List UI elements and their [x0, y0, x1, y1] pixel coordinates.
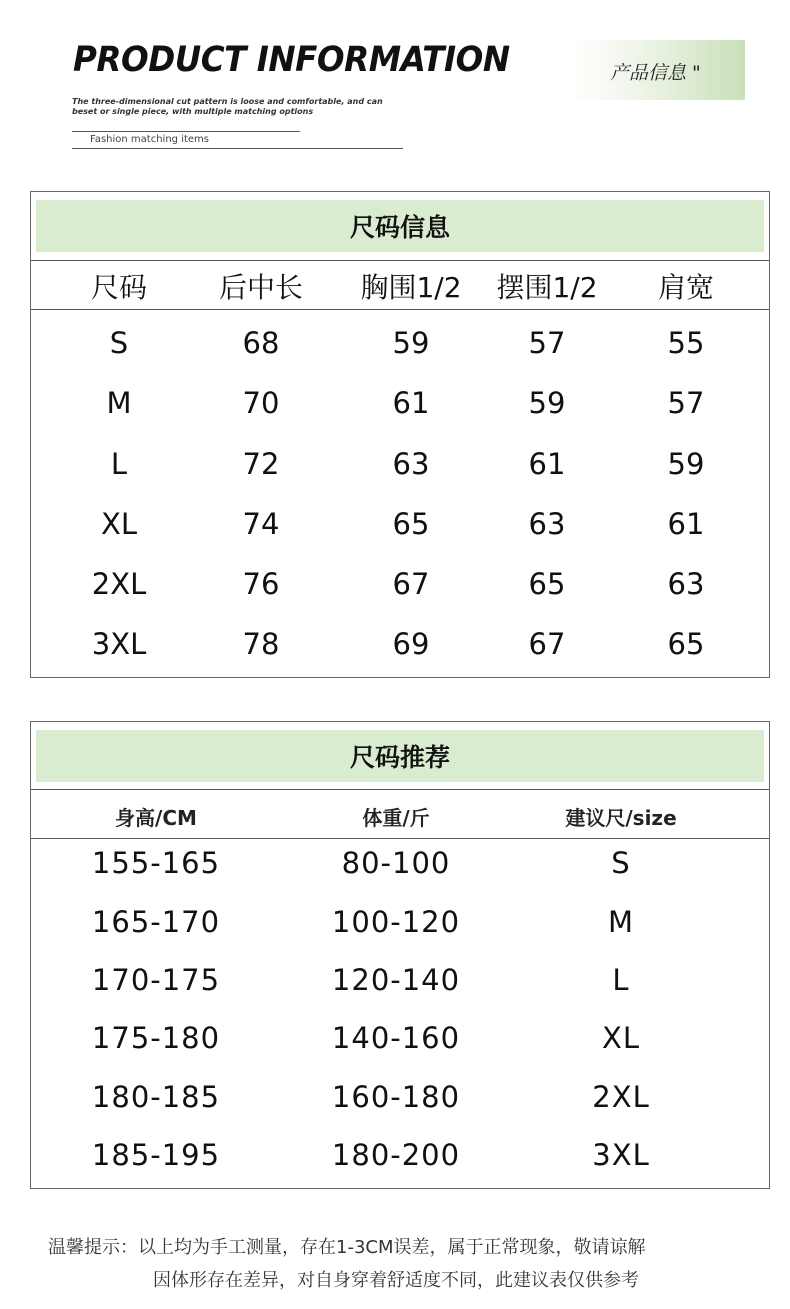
size-rec-cell: 180-200: [331, 1138, 461, 1172]
size-info-cell: 59: [392, 326, 430, 360]
size-rec-header: 体重/斤: [362, 806, 430, 830]
size-info-cell: 63: [667, 567, 705, 601]
size-rec-header: 身高/CM: [115, 806, 197, 830]
size-rec-cell: S: [611, 846, 631, 880]
divider: [72, 131, 300, 132]
size-info-cell: 59: [528, 386, 566, 420]
note-line-2: 因体形存在差异，对自身穿着舒适度不同，此建议表仅供参考: [153, 1270, 639, 1291]
size-info-cell: 67: [392, 567, 430, 601]
size-info-cell: 57: [528, 326, 566, 360]
size-info-cell: 61: [392, 386, 430, 420]
size-info-cell: 70: [242, 386, 280, 420]
badge-label: 产品信息 ": [610, 62, 701, 84]
size-info-cell: 65: [528, 567, 566, 601]
size-rec-cell: 3XL: [592, 1138, 650, 1172]
size-rec-cell: XL: [601, 1021, 641, 1055]
size-info-cell: 74: [242, 507, 280, 541]
header-subtitle: The three-dimensional cut pattern is loose and comfortable, and can beset or single piece, with multiple matching options: [72, 97, 383, 116]
size-rec-cell: 175-180: [91, 1021, 221, 1055]
size-info-cell: S: [109, 326, 129, 360]
size-info-cell: 61: [528, 447, 566, 481]
size-rec-cell: 100-120: [331, 905, 461, 939]
size-info-cell: 78: [242, 627, 280, 661]
size-info-header: 肩宽: [657, 271, 715, 304]
size-info-cell: 72: [242, 447, 280, 481]
divider: [31, 260, 769, 261]
size-info-cell: 57: [667, 386, 705, 420]
size-rec-cell: 160-180: [331, 1080, 461, 1114]
size-info-cell: 76: [242, 567, 280, 601]
size-rec-cell: 2XL: [592, 1080, 650, 1114]
size-info-cell: 59: [667, 447, 705, 481]
size-info-cell: 67: [528, 627, 566, 661]
fashion-caption: Fashion matching items: [90, 134, 209, 145]
size-rec-header: 建议尺/size: [565, 806, 677, 830]
size-info-cell: L: [110, 447, 128, 481]
size-info-cell: 65: [392, 507, 430, 541]
divider: [31, 789, 769, 790]
size-info-cell: 63: [392, 447, 430, 481]
size-info-cell: 2XL: [91, 567, 147, 601]
size-rec-cell: 185-195: [91, 1138, 221, 1172]
size-recommendation-table: [30, 721, 770, 1189]
size-info-cell: M: [106, 386, 132, 420]
size-rec-cell: 140-160: [331, 1021, 461, 1055]
divider: [72, 148, 403, 149]
size-rec-cell: 155-165: [91, 846, 221, 880]
size-info-header: 摆围1/2: [496, 271, 598, 304]
size-info-title: 尺码信息: [36, 200, 764, 252]
size-rec-cell: L: [612, 963, 630, 997]
size-info-header: 尺码: [90, 271, 148, 304]
size-rec-title: 尺码推荐: [36, 730, 764, 782]
size-info-cell: 68: [242, 326, 280, 360]
size-info-cell: 69: [392, 627, 430, 661]
size-info-cell: 65: [667, 627, 705, 661]
size-info-cell: 61: [667, 507, 705, 541]
size-info-cell: XL: [100, 507, 138, 541]
size-info-cell: 63: [528, 507, 566, 541]
size-rec-cell: 120-140: [331, 963, 461, 997]
size-info-cell: 3XL: [91, 627, 147, 661]
size-rec-cell: 80-100: [341, 846, 451, 880]
size-info-cell: 55: [667, 326, 705, 360]
note-line-1: 温馨提示：以上均为手工测量，存在1-3CM误差，属于正常现象，敬请谅解: [48, 1237, 646, 1258]
page-title: PRODUCT INFORMATION: [73, 40, 510, 80]
size-info-table: [30, 191, 770, 678]
size-info-header: 后中长: [218, 271, 304, 304]
divider: [31, 838, 769, 839]
size-info-header: 胸围1/2: [360, 271, 462, 304]
size-rec-cell: 165-170: [91, 905, 221, 939]
divider: [31, 309, 769, 310]
size-rec-cell: M: [607, 905, 635, 939]
size-rec-cell: 180-185: [91, 1080, 221, 1114]
size-rec-cell: 170-175: [91, 963, 221, 997]
